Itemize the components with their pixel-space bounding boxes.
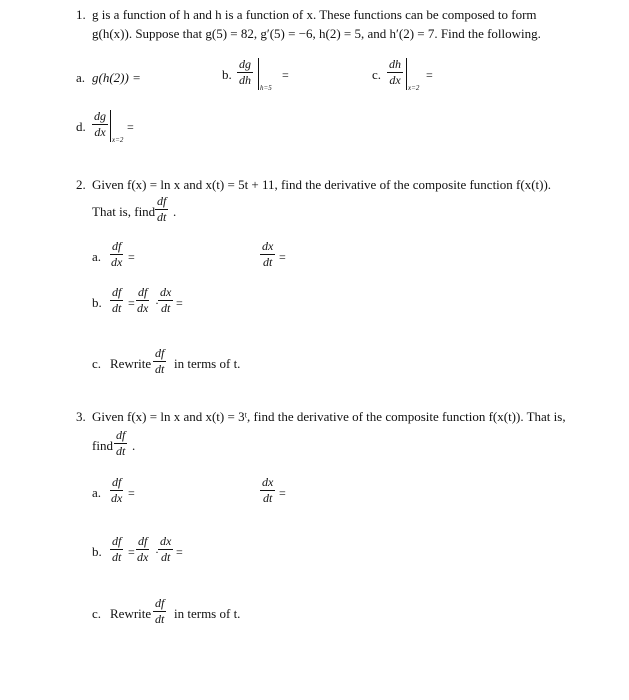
fraction-numerator: df: [112, 534, 122, 548]
fraction-numerator: df: [155, 596, 165, 610]
fraction-denominator: dx: [94, 124, 106, 139]
problem-3-number: 3.: [76, 409, 86, 424]
fraction-denominator: dt: [262, 490, 273, 505]
period: .: [132, 438, 136, 453]
fraction-denominator: dt: [157, 209, 167, 224]
problem-2c-label: c.: [92, 356, 102, 371]
evaluation-bar: [258, 58, 259, 90]
multiply-dot: ·: [155, 296, 159, 310]
problem-1-number: 1.: [76, 7, 86, 22]
equals-sign: =: [279, 250, 286, 264]
period: .: [173, 204, 177, 219]
fraction-numerator: dx: [160, 285, 172, 299]
problem-2b-fraction-2: [136, 286, 149, 314]
fraction-numerator: df: [112, 475, 122, 489]
problem-3c-terms: in terms of t.: [174, 606, 241, 621]
problem-2-find-fraction: [155, 195, 168, 223]
evaluation-point: x=2: [112, 136, 124, 144]
problem-1b-fraction: [237, 58, 253, 86]
problem-2a-fraction-1: [110, 240, 123, 268]
fraction-numerator: dx: [262, 475, 274, 489]
problem-3c-rewrite: Rewrite: [110, 606, 152, 621]
problem-3-line-1: Given f(x) = ln x and x(t) = 3ᵗ, find the derivative of the composite function f(x(t)). That is,: [92, 409, 566, 424]
problem-3a-label: a.: [92, 485, 102, 500]
problem-3b-label: b.: [92, 544, 102, 559]
equals-sign: =: [176, 296, 183, 310]
evaluation-point: h=5: [260, 84, 272, 92]
equals-sign: =: [426, 68, 433, 82]
problem-2b-fraction-1: [110, 286, 123, 314]
equals-sign: =: [128, 250, 135, 264]
problem-1-line-2: g(h(x)). Suppose that g(5) = 82, g′(5) = −6, h(2) = 5, and h′(2) = 7. Find the following.: [92, 26, 541, 41]
fraction-denominator: dx: [111, 254, 123, 269]
problem-2c-rewrite: Rewrite: [110, 356, 152, 371]
multiply-dot: ·: [155, 545, 159, 559]
problem-1a-expression: g(h(2)) =: [92, 70, 141, 85]
problem-3b-fraction-3: [158, 535, 173, 563]
problem-2c-terms: in terms of t.: [174, 356, 241, 371]
problem-3a-fraction-2: [260, 476, 275, 504]
problem-2a-label: a.: [92, 249, 102, 264]
fraction-numerator: dx: [160, 534, 172, 548]
problem-3a-fraction-1: [110, 476, 123, 504]
fraction-denominator: dt: [160, 300, 171, 315]
problem-3b-fraction-1: [110, 535, 123, 563]
evaluation-bar: [110, 110, 111, 142]
fraction-numerator: df: [138, 534, 148, 548]
problem-2-line-1: Given f(x) = ln x and x(t) = 5t + 11, find the derivative of the composite function f(x(t)).: [92, 177, 552, 192]
problem-2-that-is: That is, find: [92, 204, 156, 219]
equals-sign: =: [279, 486, 286, 500]
problem-1-line-1: g is a function of h and h is a function of x. These functions can be composed to form: [92, 7, 537, 22]
problem-2b-fraction-3: [158, 286, 173, 314]
equals-sign: =: [128, 296, 135, 310]
fraction-denominator: dh: [239, 72, 251, 87]
problem-2c-fraction: [153, 347, 166, 375]
fraction-denominator: dx: [111, 490, 123, 505]
problem-1d-label: d.: [76, 119, 86, 134]
fraction-denominator: dx: [389, 72, 401, 87]
equals-sign: =: [128, 545, 135, 559]
fraction-denominator: dt: [112, 300, 122, 315]
fraction-denominator: dt: [116, 443, 126, 458]
fraction-numerator: df: [112, 239, 122, 253]
fraction-numerator: df: [116, 428, 126, 442]
evaluation-point: x=2: [408, 84, 420, 92]
problem-3c-label: c.: [92, 606, 102, 621]
problem-2a-fraction-2: [260, 240, 275, 268]
problem-3b-fraction-2: [136, 535, 149, 563]
problem-2-number: 2.: [76, 177, 86, 192]
equals-sign: =: [127, 120, 134, 134]
problem-3c-fraction: [153, 597, 166, 625]
problem-1c-label: c.: [372, 67, 382, 82]
fraction-numerator: df: [157, 194, 167, 208]
evaluation-bar: [406, 58, 407, 90]
fraction-numerator: df: [112, 285, 122, 299]
problem-1d-fraction: [92, 110, 108, 138]
problem-3-find-fraction: [114, 429, 127, 457]
fraction-denominator: dt: [262, 254, 273, 269]
problem-1c-fraction: [387, 58, 403, 86]
fraction-denominator: dt: [112, 549, 122, 564]
fraction-numerator: dg: [94, 109, 106, 123]
problem-1a-label: a.: [76, 70, 86, 85]
problem-2b-label: b.: [92, 295, 102, 310]
equals-sign: =: [282, 68, 289, 82]
problem-3-find: find: [92, 438, 113, 453]
fraction-denominator: dx: [137, 549, 149, 564]
fraction-numerator: dx: [262, 239, 274, 253]
fraction-denominator: dt: [160, 549, 171, 564]
fraction-numerator: dh: [389, 57, 401, 71]
fraction-numerator: dg: [239, 57, 251, 71]
fraction-denominator: dt: [155, 611, 165, 626]
fraction-numerator: df: [138, 285, 148, 299]
fraction-numerator: df: [155, 346, 165, 360]
equals-sign: =: [176, 545, 183, 559]
fraction-denominator: dt: [155, 361, 165, 376]
fraction-denominator: dx: [137, 300, 149, 315]
problem-1b-label: b.: [222, 67, 232, 82]
equals-sign: =: [128, 486, 135, 500]
